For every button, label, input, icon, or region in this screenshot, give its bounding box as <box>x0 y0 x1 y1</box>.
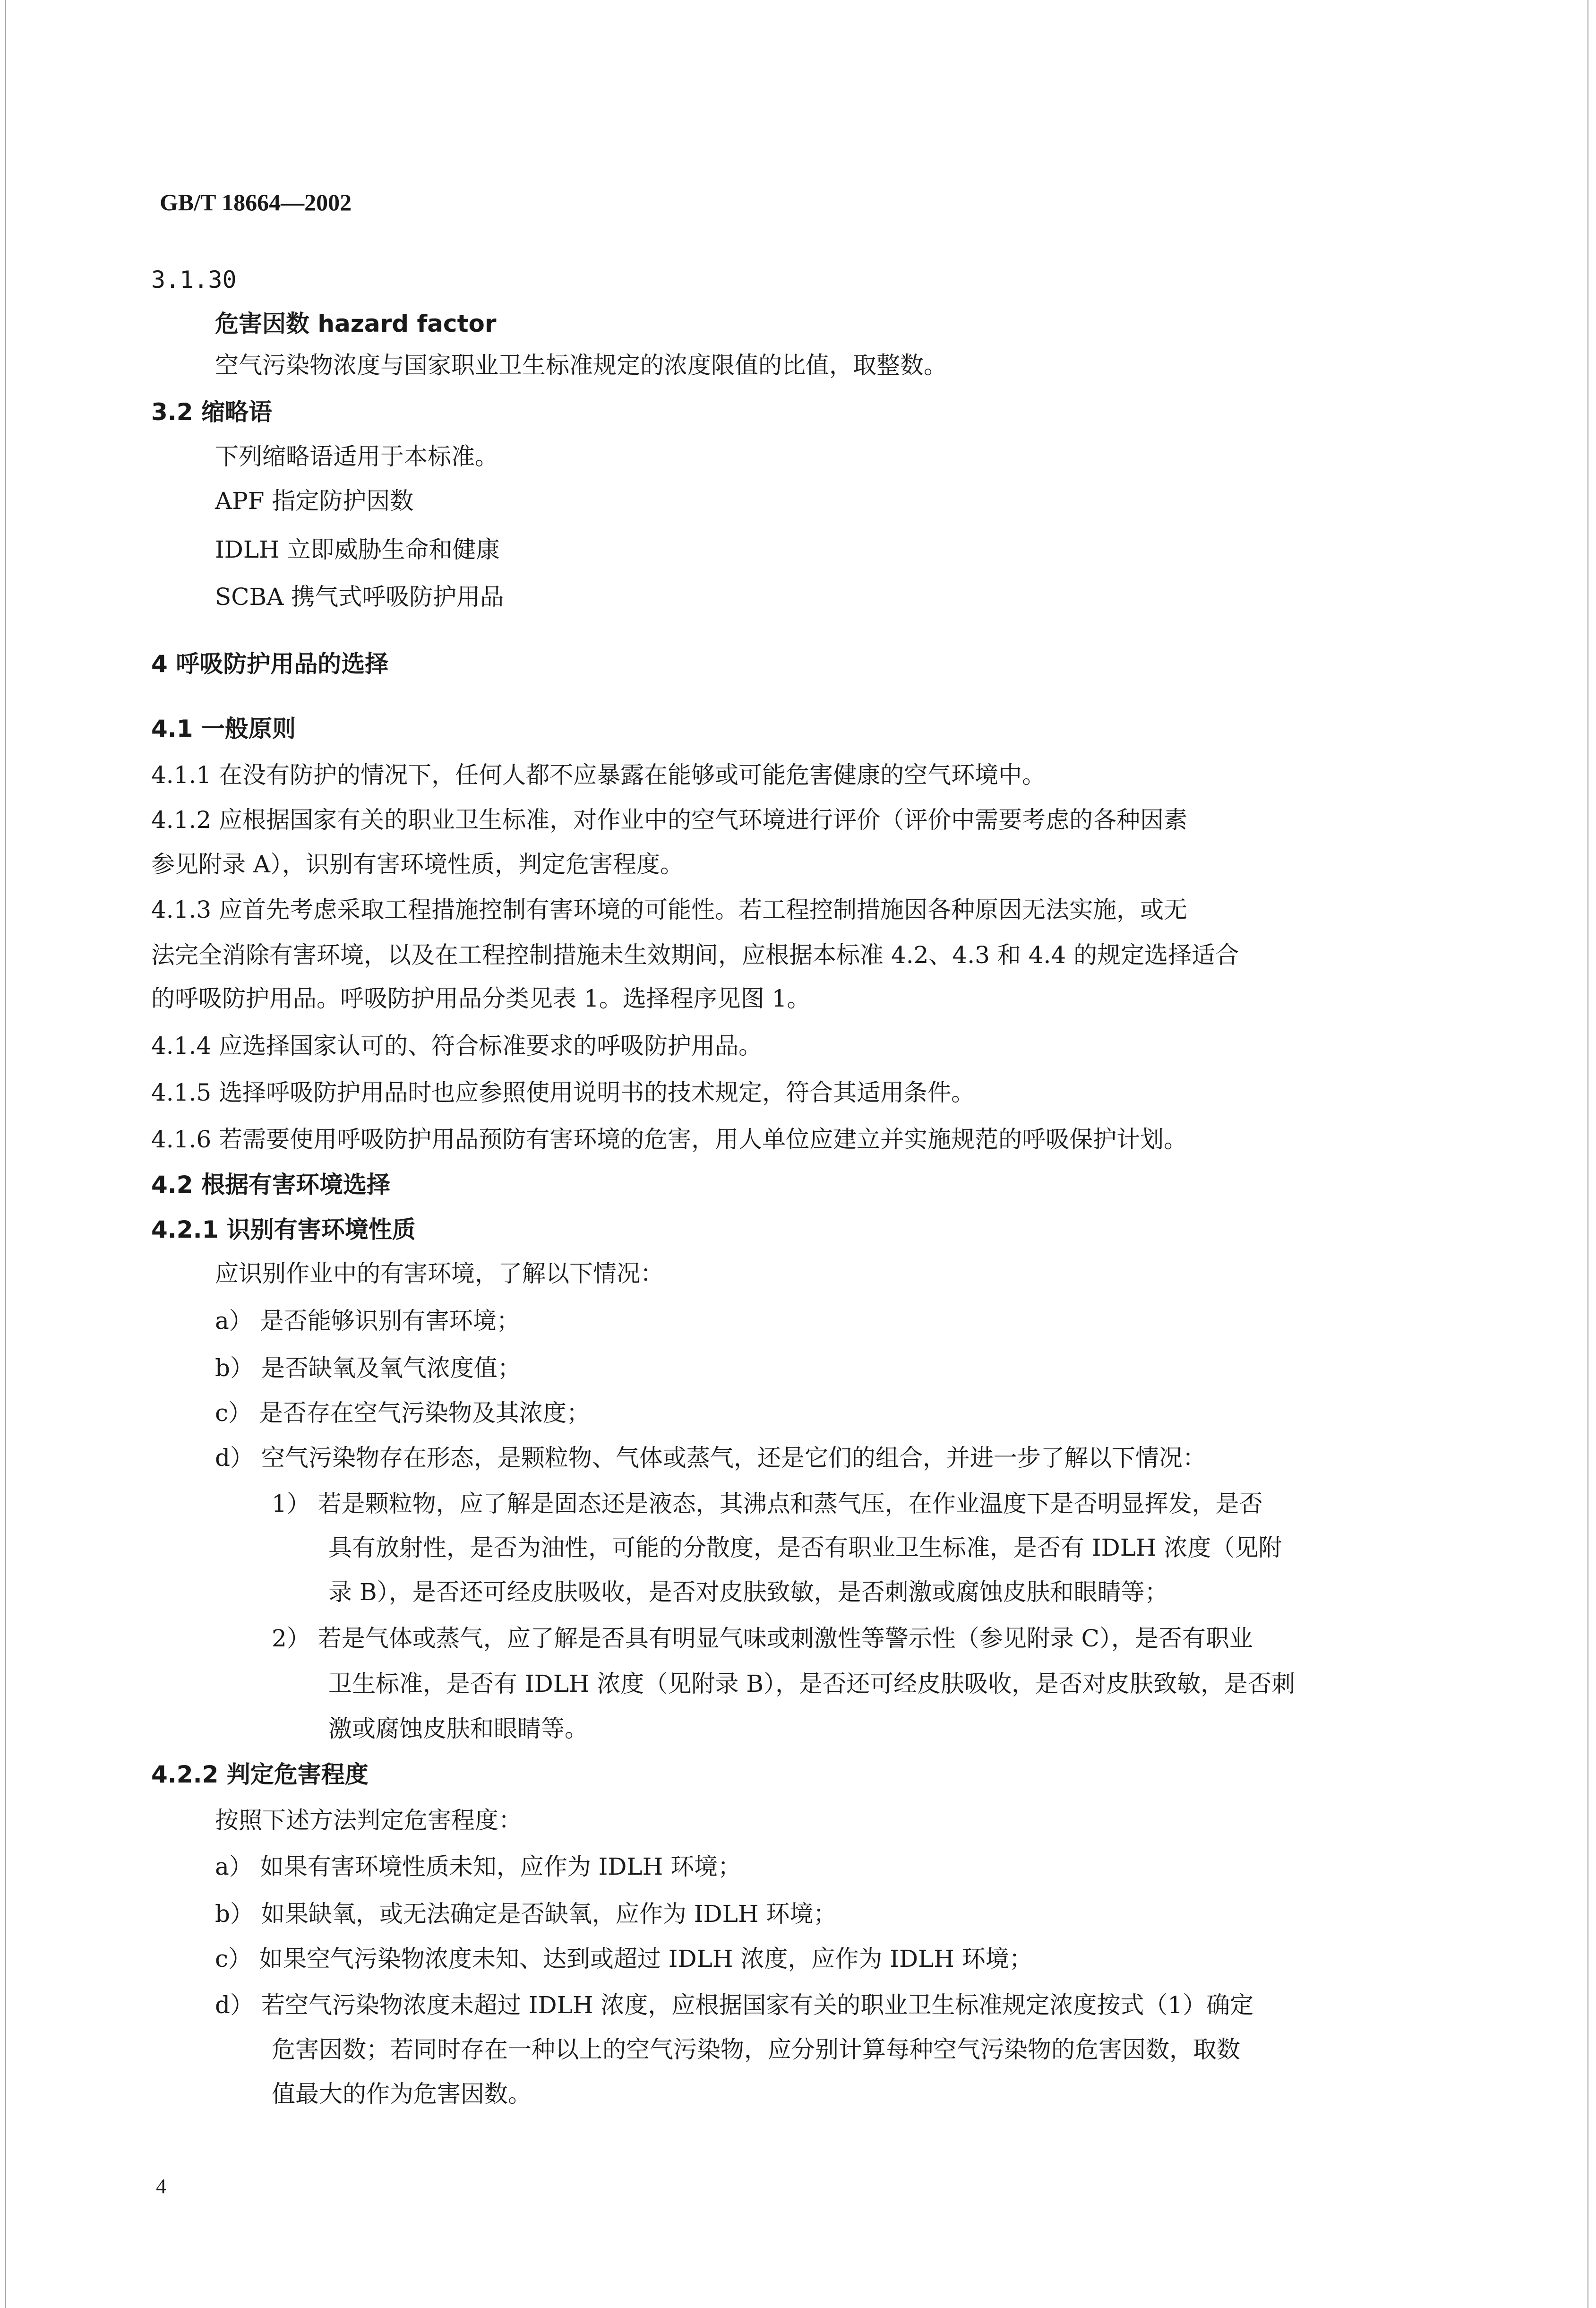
definition-text: 空气污染物浓度与国家职业卫生标准规定的浓度限值的比值，取整数。 <box>215 352 947 379</box>
sub-list-item-continued: 卫生标准，是否有 IDLH 浓度（见附录 B），是否还可经皮肤吸收，是否对皮肤致敏，是否刺 <box>328 1670 1296 1697</box>
list-item-continued: 危害因数；若同时存在一种以上的空气污染物，应分别计算每种空气污染物的危害因数，取数 <box>272 2036 1240 2063</box>
abbreviation-entry: APF 指定防护因数 <box>215 487 414 515</box>
standard-number: GB/T 18664—2002 <box>160 189 352 215</box>
list-item: d） 若空气污染物浓度未超过 IDLH 浓度，应根据国家有关的职业卫生标准规定浓度按式（1）确定 <box>215 1991 1254 2019</box>
clause-line: 4.1.6 若需要使用呼吸防护用品预防有害环境的危害，用人单位应建立并实施规范的呼吸保护计划。 <box>151 1126 1188 1153</box>
list-item: d） 空气污染物存在形态，是颗粒物、气体或蒸气，还是它们的组合，并进一步了解以下情况： <box>215 1444 1206 1472</box>
list-item: c） 是否存在空气污染物及其浓度； <box>215 1399 590 1427</box>
section-heading: 4.2 根据有害环境选择 <box>151 1171 390 1198</box>
clause-line: 4.1.5 选择呼吸防护用品时也应参照使用说明书的技术规定，符合其适用条件。 <box>151 1079 975 1106</box>
sub-list-item-continued: 具有放射性，是否为油性，可能的分散度，是否有职业卫生标准，是否有 IDLH 浓度（见附 <box>328 1534 1282 1561</box>
abbreviation-entry: SCBA 携气式呼吸防护用品 <box>215 583 504 611</box>
subsection-heading: 4.2.1 识别有害环境性质 <box>151 1216 416 1243</box>
clause-line: 参见附录 A），识别有害环境性质，判定危害程度。 <box>151 851 684 878</box>
list-item: c） 如果空气污染物浓度未知、达到或超过 IDLH 浓度，应作为 IDLH 环境； <box>215 1945 1033 1972</box>
term-heading: 危害因数 hazard factor <box>215 310 497 337</box>
list-item: a） 如果有害环境性质未知，应作为 IDLH 环境； <box>215 1853 742 1880</box>
page-left-edge <box>5 0 6 2308</box>
abbreviation-entry: IDLH 立即威胁生命和健康 <box>215 536 500 563</box>
list-item: b） 如果缺氧，或无法确定是否缺氧，应作为 IDLH 环境； <box>215 1900 837 1928</box>
list-item: b） 是否缺氧及氧气浓度值； <box>215 1354 521 1382</box>
paragraph-line: 下列缩略语适用于本标准。 <box>215 443 498 470</box>
sub-list-item-continued: 录 B），是否还可经皮肤吸收，是否对皮肤致敏，是否刺激或腐蚀皮肤和眼睛等； <box>328 1578 1168 1606</box>
paragraph-line: 按照下述方法判定危害程度： <box>215 1807 522 1834</box>
list-item: a） 是否能够识别有害环境； <box>215 1307 520 1335</box>
clause-line: 4.1.2 应根据国家有关的职业卫生标准，对作业中的空气环境进行评价（评价中需要考虑的各种因素 <box>151 806 1188 834</box>
list-item-continued: 值最大的作为危害因数。 <box>272 2080 532 2108</box>
clause-line: 4.1.3 应首先考虑采取工程措施控制有害环境的可能性。若工程控制措施因各种原因无法实施，或无 <box>151 896 1188 923</box>
section-heading: 4.1 一般原则 <box>151 715 296 742</box>
sub-list-item: 1） 若是颗粒物，应了解是固态还是液态，其沸点和蒸气压，在作业温度下是否明显挥发，是否 <box>272 1490 1263 1517</box>
chapter-heading: 4 呼吸防护用品的选择 <box>151 650 389 678</box>
clause-line: 法完全消除有害环境，以及在工程控制措施未生效期间，应根据本标准 4.2、4.3 和 4.4 的规定选择适合 <box>151 941 1239 969</box>
page-number: 4 <box>156 2175 166 2198</box>
subsection-heading: 4.2.2 判定危害程度 <box>151 1761 369 1788</box>
page-right-edge <box>1587 0 1588 2308</box>
clause-line: 的呼吸防护用品。呼吸防护用品分类见表 1。选择程序见图 1。 <box>151 985 811 1012</box>
sub-list-item-continued: 激或腐蚀皮肤和眼睛等。 <box>328 1715 588 1742</box>
clause-number: 3.1.30 <box>151 266 237 293</box>
sub-list-item: 2） 若是气体或蒸气，应了解是否具有明显气味或刺激性等警示性（参见附录 C），是否有职业 <box>272 1625 1253 1652</box>
section-heading: 3.2 缩略语 <box>151 398 272 426</box>
clause-line: 4.1.1 在没有防护的情况下，任何人都不应暴露在能够或可能危害健康的空气环境中。 <box>151 761 1046 789</box>
paragraph-line: 应识别作业中的有害环境，了解以下情况： <box>215 1260 664 1287</box>
clause-line: 4.1.4 应选择国家认可的、符合标准要求的呼吸防护用品。 <box>151 1032 763 1059</box>
